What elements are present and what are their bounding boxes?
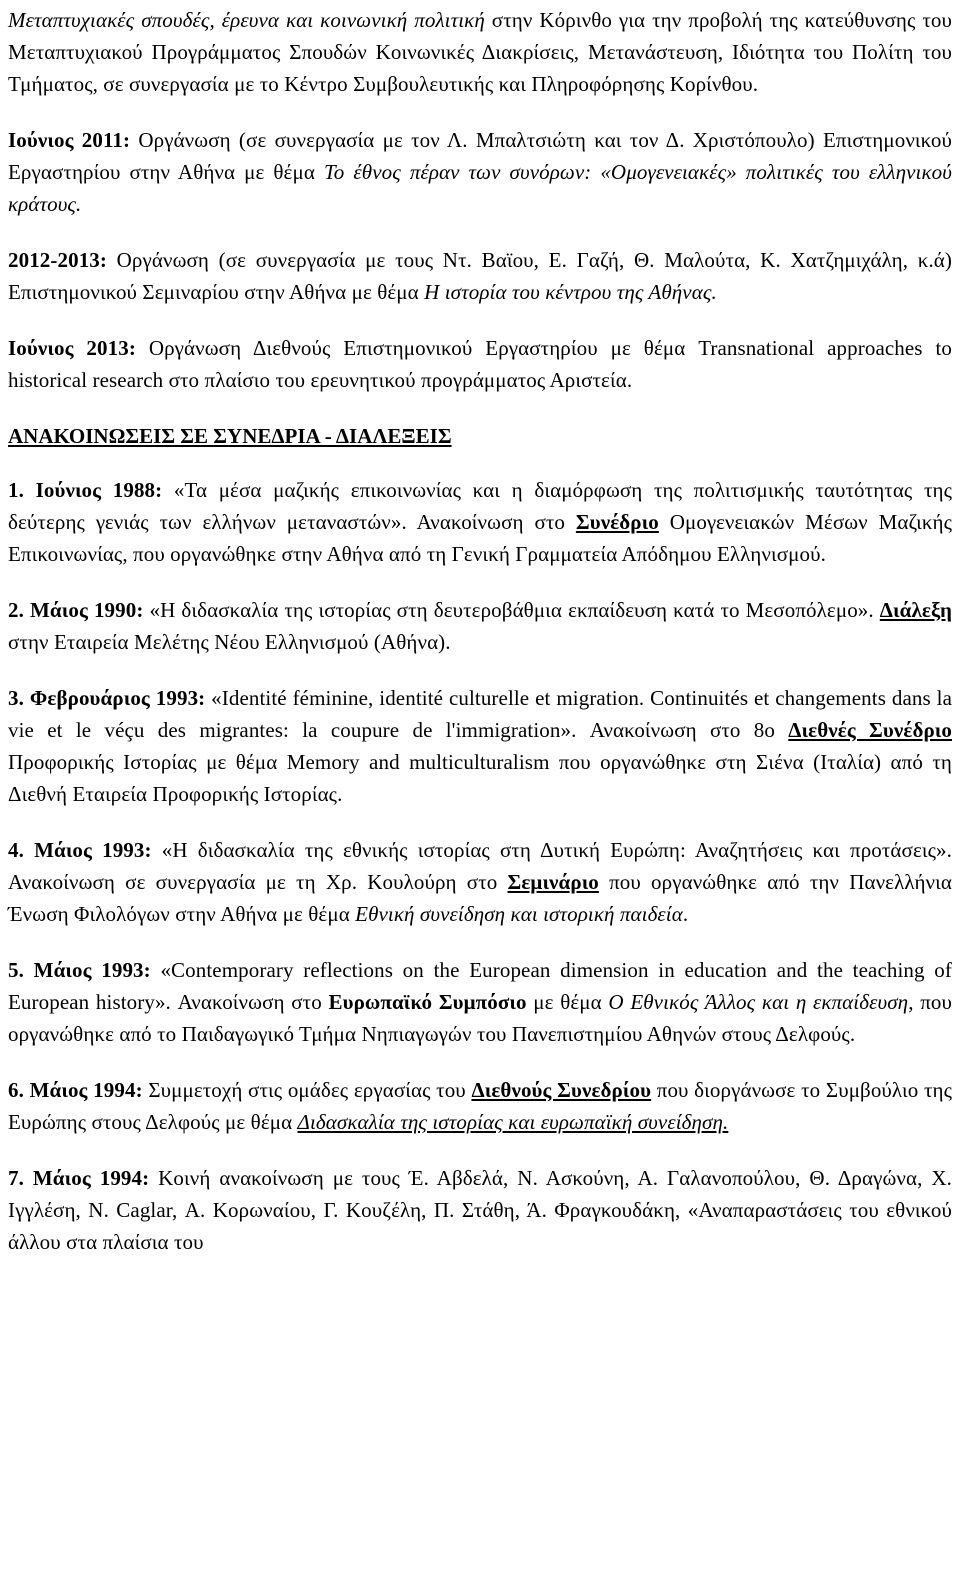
paragraph-june-2011 — [8, 124, 952, 220]
item-date: Μάιος 1994: — [32, 1166, 150, 1190]
event-type: Διεθνές Συνέδριο — [788, 718, 952, 742]
event-type: Διεθνούς Συνεδρίου — [471, 1078, 652, 1102]
item-text: . — [682, 902, 689, 926]
event-theme: Διδασκαλία της ιστορίας και ευρωπαϊκή συνείδηση. — [297, 1110, 729, 1134]
document-page — [8, 0, 952, 1258]
paragraph-text: Οργάνωση (σε συνεργασία με τους Ντ. Βαϊου, Ε. Γαζή, Θ. Μαλούτα, Κ. Χατζημιχάλη, κ.ά) Επιστημονικού Σεμιναρίου στην Αθήνα με θέμα — [8, 248, 952, 304]
event-type: Συνέδριο — [575, 510, 659, 534]
item-number: 1. — [8, 478, 24, 502]
event-type: Σεμινάριο — [507, 870, 599, 894]
item-text: «Η διδασκαλία της ιστορίας στη δευτεροβάθμια εκπαίδευση κατά το Μεσοπόλεμο». — [143, 598, 880, 622]
item-number: 2. — [8, 598, 24, 622]
item-number: 5. — [8, 958, 24, 982]
list-item — [8, 682, 952, 810]
item-text: «Η διδασκαλία της εθνικής ιστορίας στη Δυτική Ευρώπη: Αναζητήσεις και προτάσεις». Ανακοίνωση σε συνεργασία με τη Χρ. Κουλούρη στο — [8, 838, 952, 894]
item-text: που οργανώθηκε από την Πανελλήνια Ένωση Φιλολόγων στην Αθήνα με θέμα — [8, 870, 952, 926]
list-item — [8, 954, 952, 1050]
paragraph-text: Οργάνωση (σε συνεργασία με τον Λ. Μπαλτσιώτη και τον Δ. Χριστόπουλο) Επιστημονικού Εργαστηρίου στην Αθήνα με θέμα — [8, 128, 952, 184]
item-text: Συμμετοχή στις ομάδες εργασίας του — [142, 1078, 472, 1102]
paragraph-2012-2013 — [8, 244, 952, 308]
list-item — [8, 594, 952, 658]
seminar-title: Μεταπτυχιακές σπουδές, έρευνα και κοινωνική πολιτική — [8, 8, 485, 32]
entry-date: Ιούνιος 2011: — [8, 128, 131, 152]
event-type: Διάλεξη — [879, 598, 952, 622]
paragraph-seminar-corinth — [8, 4, 952, 100]
entry-date: 2012-2013: — [8, 248, 107, 272]
item-number: 4. — [8, 838, 24, 862]
item-date: Μάιος 1990: — [30, 598, 144, 622]
seminar-title: Η ιστορία του κέντρου της Αθήνας. — [424, 280, 717, 304]
item-text: στην Εταιρεία Μελέτης Νέου Ελληνισμού (Αθήνα). — [8, 630, 451, 654]
paragraph-june-2013 — [8, 332, 952, 396]
item-text: Ομογενειακών Μέσων Μαζικής Επικοινωνίας, που οργανώθηκε στην Αθήνα από τη Γενική Γραμματεία Απόδημου Ελληνισμού. — [8, 510, 952, 566]
workshop-title: Το έθνος πέραν των συνόρων: «Ομογενειακές» πολιτικές του ελληνικού κράτους. — [8, 160, 952, 216]
list-item — [8, 474, 952, 570]
paragraph-text: Οργάνωση Διεθνούς Επιστημονικού Εργαστηρίου με θέμα Transnational approaches to historical research στο πλαίσιο του ερευνητικού προγράμματος Αριστεία. — [8, 336, 952, 392]
item-number: 6. — [8, 1078, 24, 1102]
section-heading: ΑΝΑΚΟΙΝΩΣΕΙΣ ΣΕ ΣΥΝΕΔΡΙΑ - ΔΙΑΛΕΞΕΙΣ — [8, 424, 452, 448]
item-text: «Contemporary reflections on the European dimension in education and the teaching of European history». Ανακοίνωση στο — [8, 958, 952, 1014]
list-item — [8, 1074, 952, 1138]
item-text: με θέμα — [526, 990, 609, 1014]
item-text: «Identité féminine, identité culturelle et migration. Continuités et changements dans la vie et le véçu des migrantes: la coupure de l'immigration». Ανακοίνωση στο 8ο — [8, 686, 953, 742]
item-text: Προφορικής Ιστορίας με θέμα Memory and multiculturalism που οργανώθηκε στη Σιένα (Ιταλία) από τη Διεθνή Εταιρεία Προφορικής Ιστορίας. — [8, 750, 952, 806]
item-number: 3. — [8, 686, 24, 710]
item-date: Μάιος 1994: — [29, 1078, 143, 1102]
event-type: Ευρωπαϊκό Συμπόσιο — [328, 990, 527, 1014]
list-item — [8, 1162, 952, 1258]
list-item — [8, 834, 952, 930]
item-text: , που οργανώθηκε από το Παιδαγωγικό Τμήμα Νηπιαγωγών του Πανεπιστημίου Αθηνών στους Δελφούς. — [8, 990, 953, 1046]
item-text: Κοινή ανακοίνωση με τους Έ. Αβδελά, Ν. Ασκούνη, Α. Γαλανοπούλου, Θ. Δραγώνα, Χ. Ιγγλέση, Ν. Caglar, Α. Κορωναίου, Γ. Κουζέλη, Π. Στάθη, Ά. Φραγκουδάκη, «Αναπαραστάσεις του εθνικού άλλου στα πλαίσια του — [8, 1166, 952, 1254]
item-date: Μάιος 1993: — [34, 838, 152, 862]
item-number: 7. — [8, 1166, 24, 1190]
event-theme: Εθνική συνείδηση και ιστορική παιδεία — [355, 902, 683, 926]
item-date: Φεβρουάριος 1993: — [29, 686, 206, 710]
item-date: Μάιος 1993: — [33, 958, 151, 982]
event-theme: Ο Εθνικός Άλλος και η εκπαίδευση — [608, 990, 909, 1014]
entry-date: Ιούνιος 2013: — [8, 336, 136, 360]
item-text: «Τα μέσα μαζικής επικοινωνίας και η διαμόρφωση της πολιτισμικής ταυτότητας της δεύτερης γενιάς των ελλήνων μεταναστών». Ανακοίνωση στο — [8, 478, 952, 534]
item-date: Ιούνιος 1988: — [35, 478, 163, 502]
paragraph-text: στην Κόρινθο για την προβολή της κατεύθυνσης του Μεταπτυχιακού Προγράμματος Σπουδών Κοινωνικές Διακρίσεις, Μετανάστευση, Ιδιότητα του Πολίτη του Τμήματος, σε συνεργασία με το Κέντρο Συμβουλευτικής και Πληροφόρησης Κορίνθου. — [8, 8, 952, 96]
item-text: που διοργάνωσε το Συμβούλιο της Ευρώπης στους Δελφούς με θέμα — [8, 1078, 952, 1134]
